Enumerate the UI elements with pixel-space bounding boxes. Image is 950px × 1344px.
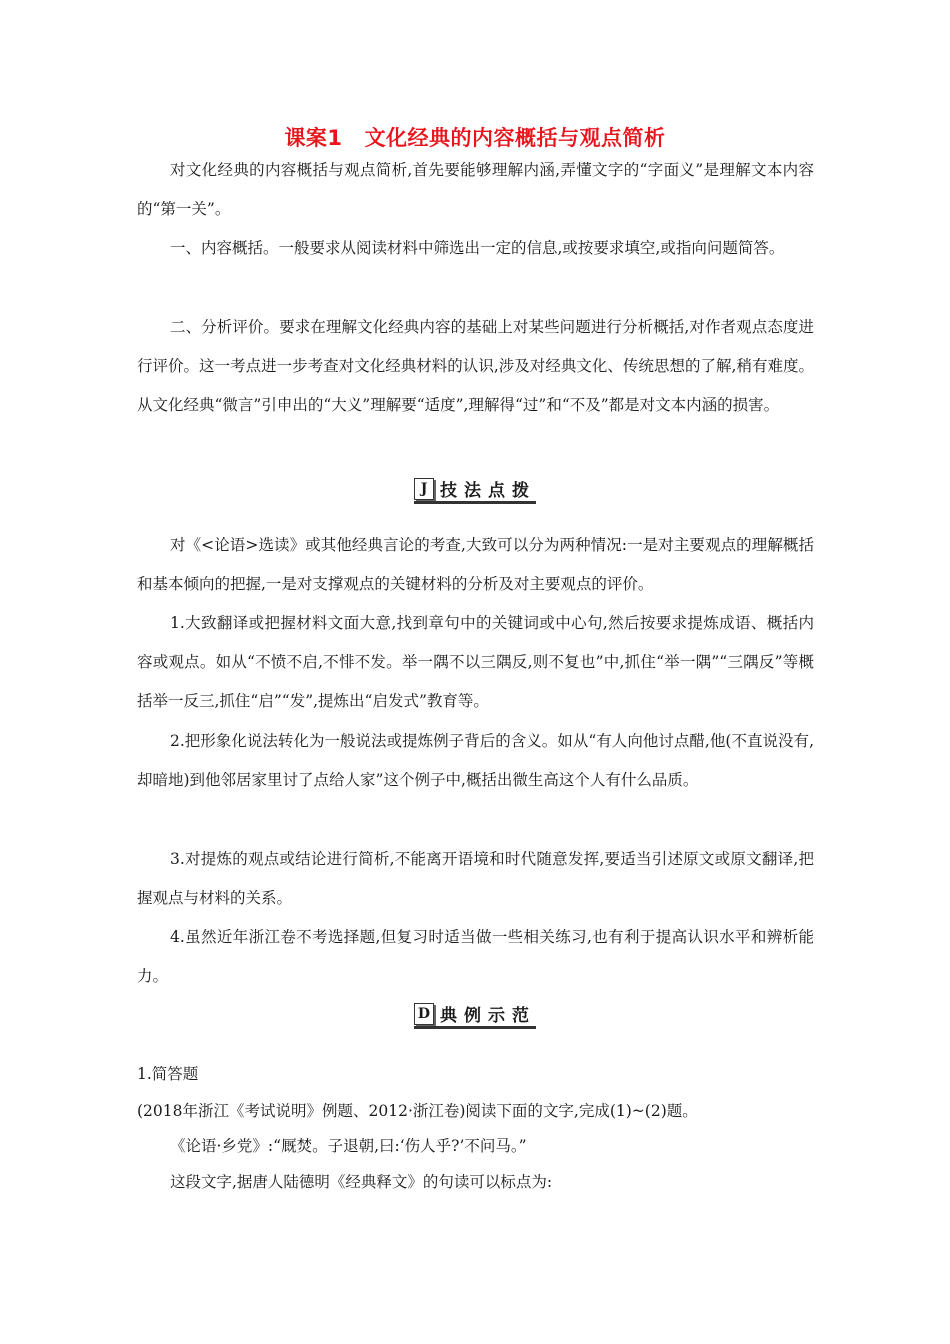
- example-text: 这段文字,据唐人陆德明《经典释文》的句读可以标点为:: [170, 1173, 553, 1191]
- intro-paragraph-2: 一、内容概括。一般要求从阅读材料中筛选出一定的信息,或按要求填空,或指向问题简答。: [170, 239, 785, 257]
- example-source: (2018年浙江《考试说明》例题、2012·浙江卷)阅读下面的文字,完成(1)~(2)题。: [137, 1102, 698, 1120]
- intro-paragraph-3: 二、分析评价。要求在理解文化经典内容的基础上对某些问题进行分析概括,对作者观点态度进行评价。这一考点进一步考查对文化经典材料的认识,涉及对经典文化、传统思想的了解,稍有难度。从文化经典“微言”引申出的“大义”理解要“适度”,理解得“过”和“不及”都是对文本内涵的损害。: [137, 318, 814, 414]
- section-label: 典例示范: [440, 1006, 536, 1026]
- section-letter-icon: D: [414, 1003, 434, 1025]
- tips-paragraph-intro: 对《<论语>选读》或其他经典言论的考查,大致可以分为两种情况:一是对主要观点的理解概括和基本倾向的把握,一是对支撑观点的关键材料的分析及对主要观点的评价。: [137, 536, 814, 593]
- lesson-title: 文化经典的内容概括与观点简析: [364, 126, 666, 150]
- lesson-number: 课案1: [284, 126, 343, 150]
- section-letter-icon: J: [414, 478, 434, 500]
- intro-paragraph-1: 对文化经典的内容概括与观点简析,首先要能够理解内涵,弄懂文字的“字面义”是理解文本内容的“第一关”。: [137, 161, 814, 218]
- tips-paragraph-4: 4.虽然近年浙江卷不考选择题,但复习时适当做一些相关练习,也有利于提高认识水平和辨析能力。: [137, 928, 814, 985]
- example-quote: 《论语·乡党》:“厩焚。子退朝,曰:‘伤人乎?’不问马。”: [170, 1137, 527, 1155]
- tips-paragraph-3: 3.对提炼的观点或结论进行简析,不能离开语境和时代随意发挥,要适当引述原文或原文翻译,把握观点与材料的关系。: [137, 850, 814, 907]
- section-header-example: [0, 1001, 950, 1029]
- tips-paragraph-1: 1.大致翻译或把握材料文面大意,找到章句中的关键词或中心句,然后按要求提炼成语、概括内容或观点。如从“不愤不启,不悱不发。举一隅不以三隅反,则不复也”中,抓住“举一隅”“三隅反”等概括举一反三,抓住“启”“发”,提炼出“启发式”教育等。: [137, 614, 814, 710]
- tips-paragraph-2: 2.把形象化说法转化为一般说法或提炼例子背后的含义。如从“有人向他讨点醋,他(不直说没有,却暗地)到他邻居家里讨了点给人家”这个例子中,概括出微生高这个人有什么品质。: [137, 732, 814, 789]
- section-label: 技法点拨: [440, 481, 536, 501]
- section-header-tips: [0, 476, 950, 504]
- example-heading: 1.简答题: [137, 1065, 199, 1083]
- page-title: [0, 122, 950, 152]
